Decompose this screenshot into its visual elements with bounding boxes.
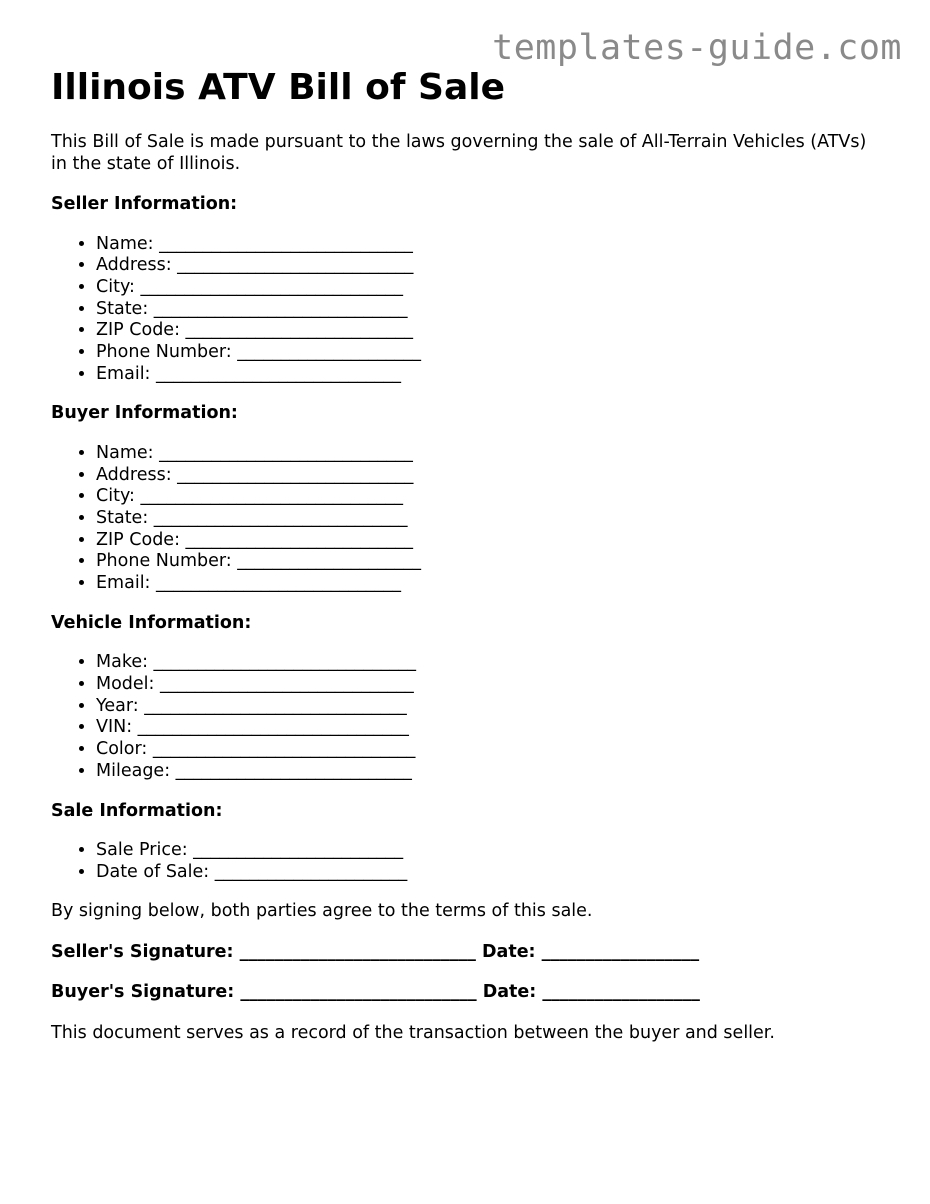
buyer-email-field: • Email: ____________________________ xyxy=(96,573,871,595)
seller-signature-line: Seller's Signature: ___________________________ Date: __________________ xyxy=(51,941,700,962)
intro-paragraph: This Bill of Sale is made pursuant to the laws governing the sale of All-Terrain Vehicles (ATVs) in the state of Illinois. xyxy=(51,132,867,174)
seller-name-field: • Name: _____________________________ xyxy=(96,234,871,256)
buyer-fields-list xyxy=(51,443,871,595)
seller-zip-field: • ZIP Code: __________________________ xyxy=(96,320,871,342)
vehicle-section-heading: Vehicle Information: xyxy=(51,612,252,633)
vehicle-year-field: • Year: ______________________________ xyxy=(96,696,871,718)
buyer-zip-field: • ZIP Code: __________________________ xyxy=(96,530,871,552)
vehicle-fields-list xyxy=(51,652,871,782)
seller-state-field: • State: _____________________________ xyxy=(96,299,871,321)
buyer-section-heading: Buyer Information: xyxy=(51,403,238,424)
buyer-address-field: • Address: ___________________________ xyxy=(96,465,871,487)
agreement-statement: By signing below, both parties agree to the terms of this sale. xyxy=(51,901,593,922)
sale-date-field: • Date of Sale: ______________________ xyxy=(96,862,871,884)
vehicle-color-field: • Color: ______________________________ xyxy=(96,739,871,761)
vehicle-vin-field: • VIN: _______________________________ xyxy=(96,717,871,739)
seller-phone-field: • Phone Number: _____________________ xyxy=(96,342,871,364)
document-title: Illinois ATV Bill of Sale xyxy=(51,67,505,108)
seller-email-field: • Email: ____________________________ xyxy=(96,364,871,386)
seller-city-field: • City: ______________________________ xyxy=(96,277,871,299)
buyer-city-field: • City: ______________________________ xyxy=(96,486,871,508)
seller-section-heading: Seller Information: xyxy=(51,194,238,214)
sale-price-field: • Sale Price: ________________________ xyxy=(96,840,871,862)
seller-fields-list xyxy=(51,234,871,386)
buyer-phone-field: • Phone Number: _____________________ xyxy=(96,551,871,573)
vehicle-model-field: • Model: _____________________________ xyxy=(96,674,871,696)
closing-statement: This document serves as a record of the transaction between the buyer and seller. xyxy=(51,1022,775,1043)
vehicle-mileage-field: • Mileage: ___________________________ xyxy=(96,761,871,783)
vehicle-make-field: • Make: ______________________________ xyxy=(96,652,871,674)
buyer-name-field: • Name: _____________________________ xyxy=(96,443,871,465)
buyer-state-field: • State: _____________________________ xyxy=(96,508,871,530)
buyer-signature-line: Buyer's Signature: ___________________________ Date: __________________ xyxy=(51,982,700,1003)
seller-address-field: • Address: ___________________________ xyxy=(96,255,871,277)
watermark: templates-guide.com xyxy=(492,28,902,68)
document-body xyxy=(51,66,871,1063)
sale-fields-list xyxy=(51,840,871,883)
sale-section-heading: Sale Information: xyxy=(51,800,223,821)
